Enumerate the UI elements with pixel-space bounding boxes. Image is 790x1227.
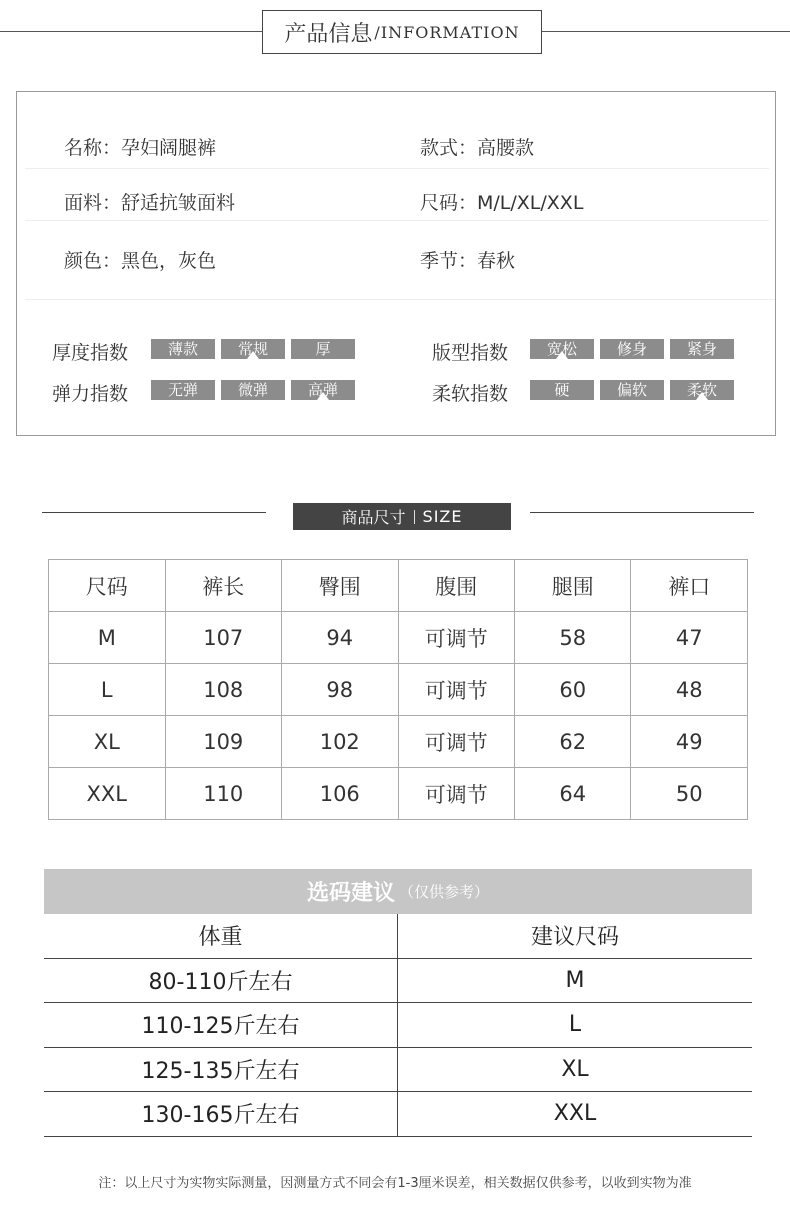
header-line-left [0,31,262,32]
info-style: 款式：高腰款 [420,137,535,159]
info-divider [25,220,769,221]
table-cell: 130-165斤左右 [44,1092,398,1136]
info-title [262,10,542,54]
table-row [49,768,748,820]
elasticity-option: 高弹 [291,380,355,400]
table-cell: XL [561,1056,589,1082]
size-line-left [42,512,266,513]
elasticity-option: 微弹 [221,380,285,400]
table-row [49,664,748,716]
table-cell: 110 [165,768,282,820]
table-cell: 60 [514,664,630,716]
table-header-cell: 尺码 [49,560,166,612]
table-row [49,612,748,664]
info-title-cn: 产品信息 [284,21,373,47]
table-cell: L [568,1012,582,1038]
fit-option: 修身 [600,339,664,359]
info-color: 颜色：黑色，灰色 [64,250,217,272]
info-fabric: 面料：舒适抗皱面料 [64,192,236,214]
table-header-cell: 裤长 [165,560,282,612]
fit-selected-marker [556,351,568,359]
table-cell: XXL [49,768,166,820]
elasticity-index-label: 弹力指数 [52,383,129,405]
table-cell: XXL [553,1101,597,1127]
info-season: 季节：春秋 [420,250,516,272]
recommend-table [44,914,752,1137]
size-title-cn: 商品尺寸 [341,508,406,527]
table-cell: 49 [631,716,748,768]
info-panel [16,91,776,436]
table-row [49,716,748,768]
size-line-right [530,512,754,513]
table-header-row [49,560,748,612]
softness-selected-marker [696,392,708,400]
thickness-selected-marker [247,351,259,359]
table-cell: 106 [282,768,399,820]
size-title-separator [414,510,415,524]
table-cell: 可调节 [398,612,514,664]
elasticity-option: 无弹 [151,380,215,400]
table-cell: 98 [282,664,399,716]
table-cell: 可调节 [398,716,514,768]
softness-option: 偏软 [600,380,664,400]
table-header-cell: 臀围 [282,560,399,612]
size-title [293,503,511,530]
table-row [44,959,752,1004]
table-cell: 可调节 [398,768,514,820]
table-cell: 80-110斤左右 [44,959,398,1003]
header-line-right [542,31,790,32]
info-divider [25,299,775,300]
info-size: 尺码：M/L/XL/XXL [420,192,584,214]
table-cell: 可调节 [398,664,514,716]
thickness-option: 厚 [291,339,355,359]
softness-option: 柔软 [670,380,734,400]
recommend-header-row [44,914,752,959]
table-cell: 47 [631,612,748,664]
thickness-option: 常规 [221,339,285,359]
elasticity-selected-marker [317,392,329,400]
table-cell: 102 [282,716,399,768]
table-header-cell: 腿围 [514,560,630,612]
thickness-index-label: 厚度指数 [52,342,129,364]
table-cell: 48 [631,664,748,716]
table-cell: XL [49,716,166,768]
table-row [44,1048,752,1093]
recommend-title-main: 选码建议 [306,881,395,906]
table-cell: M [49,612,166,664]
table-cell: 64 [514,768,630,820]
fit-index-label: 版型指数 [432,342,509,364]
fit-option: 宽松 [530,339,594,359]
table-cell: 109 [165,716,282,768]
info-title-en: /INFORMATION [374,22,520,42]
table-row [44,1003,752,1048]
table-cell: 110-125斤左右 [44,1003,398,1047]
table-cell: 62 [514,716,630,768]
footnote: 注：以上尺寸为实物实际测量，因测量方式不同会有1-3厘米误差，相关数据仅供参考，以收到实物为准 [98,1176,692,1191]
table-cell: 94 [282,612,399,664]
table-row [44,1092,752,1137]
table-cell: 108 [165,664,282,716]
fit-option: 紧身 [670,339,734,359]
recommend-title [44,869,752,914]
table-header-cell: 裤口 [631,560,748,612]
thickness-option: 薄款 [151,339,215,359]
table-cell: 58 [514,612,630,664]
table-cell: 50 [631,768,748,820]
softness-index-label: 柔软指数 [432,383,509,405]
size-title-en: SIZE [422,507,463,526]
table-cell: 125-135斤左右 [44,1048,398,1092]
info-name: 名称：孕妇阔腿裤 [64,137,217,159]
table-cell: 107 [165,612,282,664]
recommend-title-sub: （仅供参考） [399,883,490,901]
table-cell: L [49,664,166,716]
table-cell: M [565,967,585,993]
size-table [48,559,748,820]
recommend-header-cell: 建议尺码 [530,925,619,951]
info-divider [25,168,769,169]
table-header-cell: 腹围 [398,560,514,612]
recommend-header-cell: 体重 [44,914,398,958]
softness-option: 硬 [530,380,594,400]
